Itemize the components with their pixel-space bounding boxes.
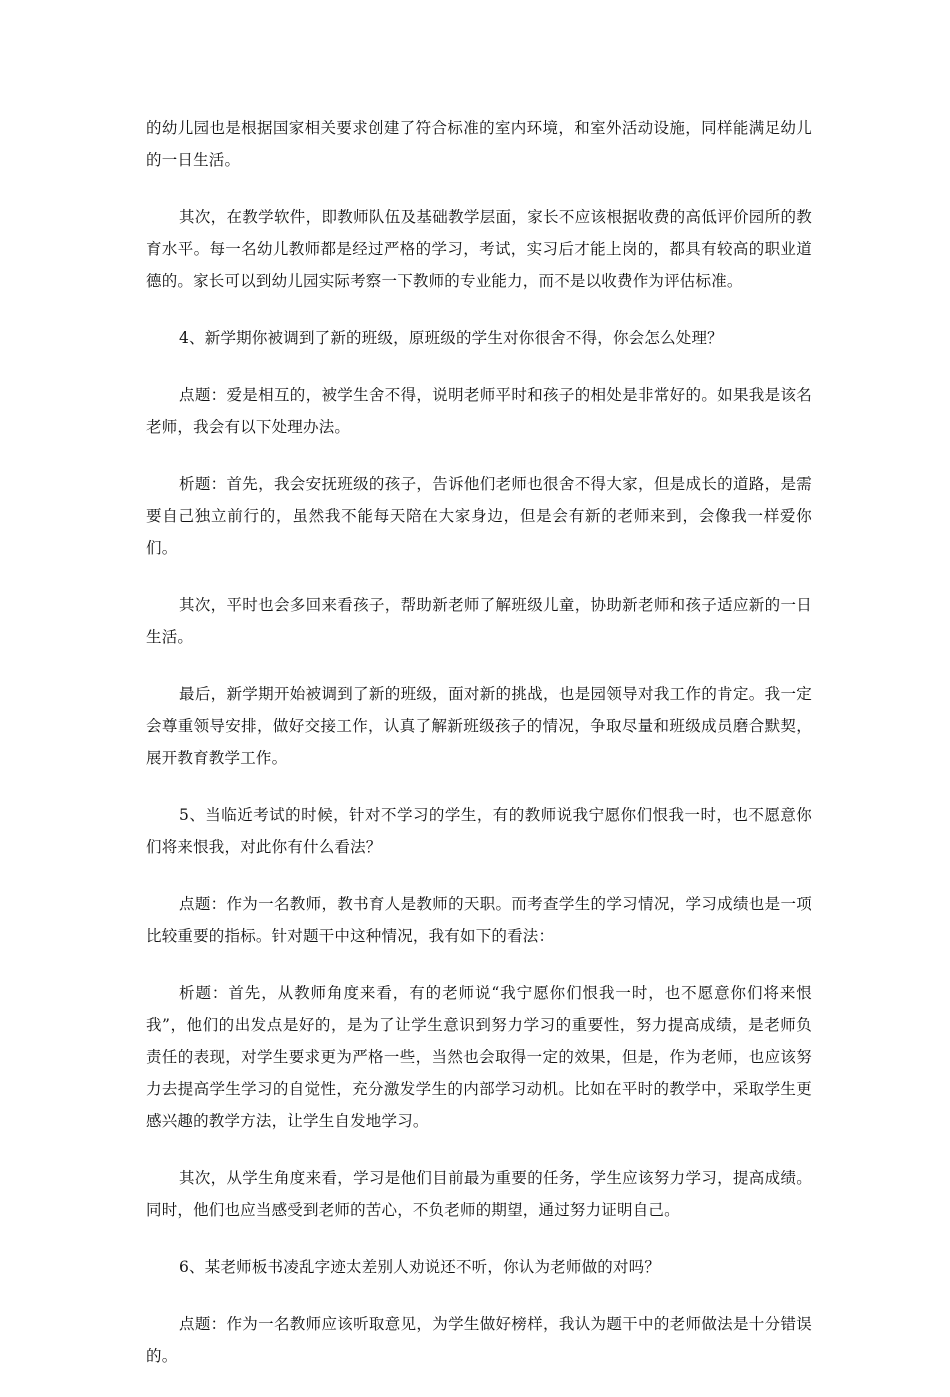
question-6: 6、某老师板书凌乱字迹太差别人劝说还不听，你认为老师做的对吗？	[179, 1258, 661, 1276]
question-5-analysis-second: 其次，从学生角度来看，学习是他们目前最为重要的任务，学生应该努力学习，提高成绩。同时，他们也应当感受到老师的苦心，不负老师的期望，通过努力证明自己。	[146, 1169, 812, 1219]
document-body	[146, 112, 812, 1397]
paragraph-continuation: 的幼儿园也是根据国家相关要求创建了符合标准的室内环境，和室外活动设施，同样能满足幼儿的一日生活。	[146, 119, 812, 169]
question-5-point: 点题：作为一名教师，教书育人是教师的天职。而考查学生的学习情况，学习成绩也是一项比较重要的指标。针对题干中这种情况，我有如下的看法：	[146, 895, 812, 945]
paragraph-teaching-software: 其次，在教学软件，即教师队伍及基础教学层面，家长不应该根据收费的高低评价园所的教育水平。每一名幼儿教师都是经过严格的学习，考试，实习后才能上岗的，都具有较高的职业道德的。家长可以到幼儿园实际考察一下教师的专业能力，而不是以收费作为评估标准。	[146, 208, 812, 290]
question-4: 4、新学期你被调到了新的班级，原班级的学生对你很舍不得，你会怎么处理？	[179, 329, 723, 347]
question-4-point: 点题：爱是相互的，被学生舍不得，说明老师平时和孩子的相处是非常好的。如果我是该名老师，我会有以下处理办法。	[146, 386, 812, 436]
question-5-analysis-first: 析题：首先，从教师角度来看，有的老师说“我宁愿你们恨我一时，也不愿意你们将来恨我”，他们的出发点是好的，是为了让学生意识到努力学习的重要性，努力提高成绩，是老师负责任的表现，对学生要求更为严格一些，当然也会取得一定的效果，但是，作为老师，也应该努力去提高学生学习的自觉性，充分激发学生的内部学习动机。比如在平时的教学中，采取学生更感兴趣的教学方法，让学生自发地学习。	[146, 984, 812, 1130]
question-4-analysis-first: 析题：首先，我会安抚班级的孩子，告诉他们老师也很舍不得大家，但是成长的道路，是需要自己独立前行的，虽然我不能每天陪在大家身边，但是会有新的老师来到，会像我一样爱你们。	[146, 475, 812, 557]
question-5: 5、当临近考试的时候，针对不学习的学生，有的教师说我宁愿你们恨我一时，也不愿意你们将来恨我，对此你有什么看法？	[146, 806, 812, 856]
question-4-analysis-second: 其次，平时也会多回来看孩子，帮助新老师了解班级儿童，协助新老师和孩子适应新的一日生活。	[146, 596, 812, 646]
question-4-analysis-last: 最后，新学期开始被调到了新的班级，面对新的挑战，也是园领导对我工作的肯定。我一定会尊重领导安排，做好交接工作，认真了解新班级孩子的情况，争取尽量和班级成员磨合默契，展开教育教学工作。	[146, 685, 812, 767]
question-6-point: 点题：作为一名教师应该听取意见，为学生做好榜样，我认为题干中的老师做法是十分错误的。	[146, 1315, 812, 1365]
